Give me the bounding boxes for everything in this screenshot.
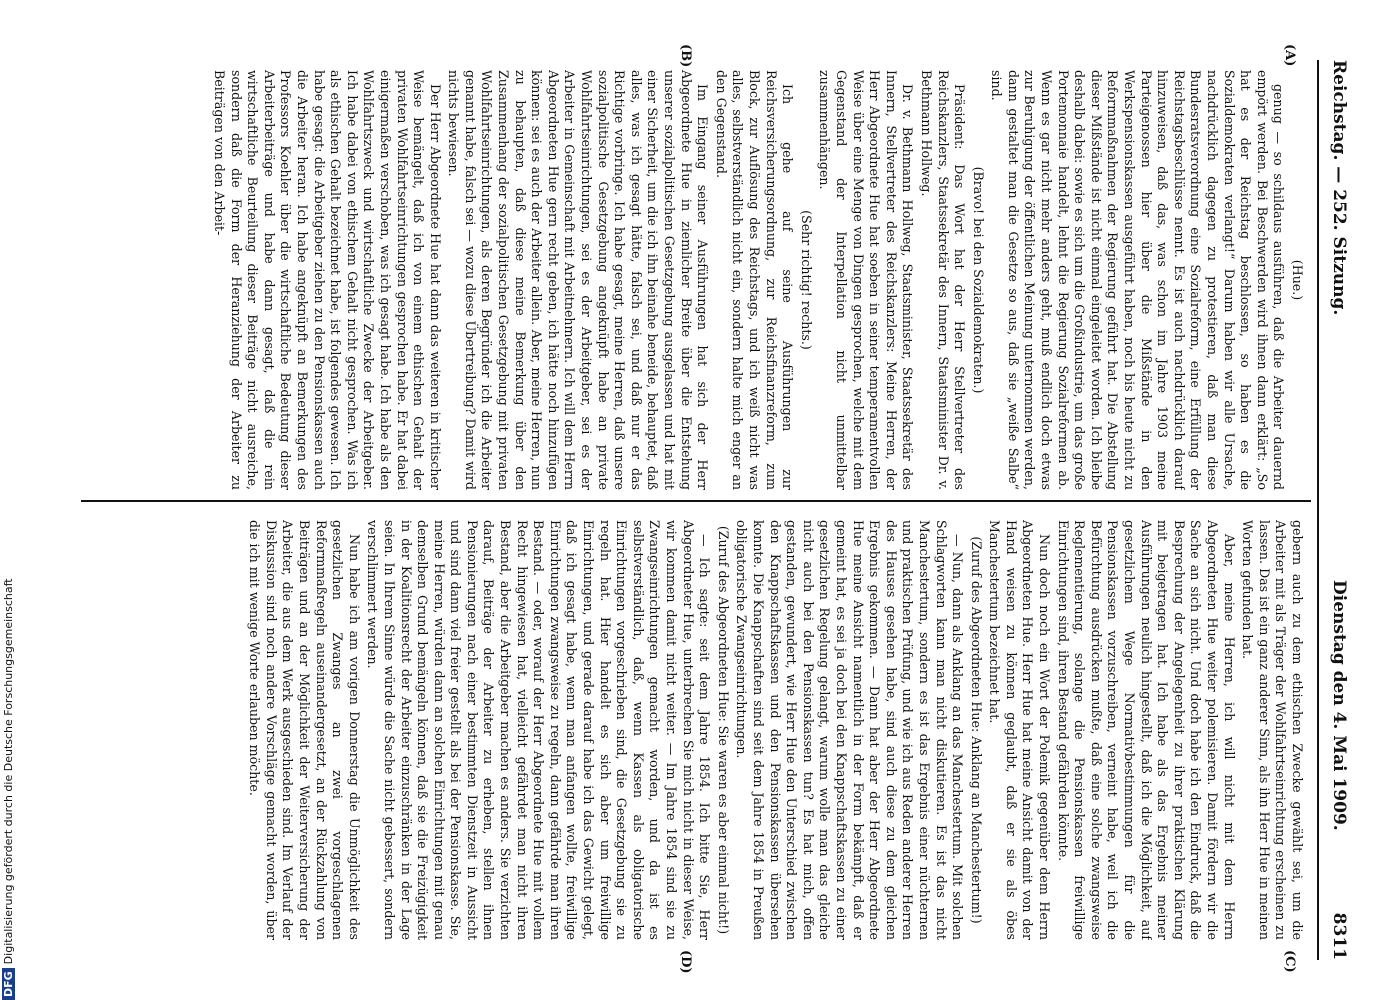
footer-text: Digitalisierung gefördert durch die Deutsche Forschungsgemeinschaft xyxy=(2,578,15,965)
paragraph: — Nun, dann als Anklang an das Manchestertum. Mit solchen Schlagworten kann man nicht diskutieren. Es ist das nicht Manchestertum, sondern es ist das Ergebnis einer nüchternen und praktischen Prüfung, und wie ich aus Reden anderer Herren des Hauses gesehen habe, sind auch diese zu dem gleichen Ergebnis gekommen. — Dann hat aber der Herr Abgeordnete Hue meine Ansicht namentlich in der Form bekämpft, daß er gemeint hat, es sei ja doch bei den Knappschaftskassen zu einer gesetzlichen Regelung gelangt, warum wolle man das gleiche nicht auch bei den Pensionskassen tun? Es hat mich, offen gestanden, gewundert, wie Herr Hue den Unterschied zwischen den Knappschaftskassen und den Pensionskassen übersehen konnte. Die Knappschaften sind seit dem Jahre 1854 in Preußen obligatorische Zwangseinrichtungen. xyxy=(734,520,966,940)
margin-mark-b: (B) xyxy=(678,44,693,68)
dfg-logo: DFG xyxy=(2,968,15,1000)
column-divider xyxy=(81,500,1311,502)
paragraph: Im Eingang seiner Ausführungen hat sich der Herr Abgeordnete Hue in ziemlicher Breite über die Entstehung unserer sozialpolitischen Gesetzgebung ausgelassen und hat mit einer Sicherheit, um die ich ihn beinahe beneide, behauptet, daß alles, was ich gesagt hätte, falsch sei, und daß nur er das Richtige vorbringe. Ich habe gesagt, meine Herren, daß unsere sozialpolitische Gesetzgebung angeknüpft habe an private Wohlfahrtseinrichtungen, sei es der Arbeitgeber, sei es der Arbeiter in Gemeinschaft mit Arbeitnehmern. Ich will dem Herrn Abgeordneten Hue gern recht geben, ich hätte noch hinzufügen können: sei es auch der Arbeiter allein. Aber, meine Herren, nun zu behaupten, daß diese meine Bemerkung über den Zusammenhang der sozialpolitischen Gesetzgebung mit privaten Wohlfahrtseinrichtungen, als deren Begründer ich die Arbeiter genannt habe, falsch sei — wozu diese Übertreibung? Damit wird nichts bewiesen. xyxy=(446,70,711,490)
speaker-tag: (Hue.) xyxy=(1290,259,1305,301)
paragraph: Dr. v. Bethmann Hollweg, Staatsminister, Staatssekretär des Innern, Stellvertreter des Reichskanzlers: Meine Herren, der Herr Abgeordnete Hue hat soeben in seiner temperamentvollen Weise über eine Menge von Dingen gesprochen, welche mit dem Gegenstand der Interpellation nicht unmittelbar zusammenhängen. xyxy=(817,70,916,490)
header-left: Reichstag. — 252. Sitzung. xyxy=(1329,60,1349,316)
margin-mark-a: (A) xyxy=(1282,44,1297,67)
paragraph: — Ich sagte: seit dem Jahre 1854. Ich bitte Sie, Herr Abgeordneter Hue, unterbrechen Sie mich nicht in dieser Weise, wir kommen damit nicht weiter. — Im Jahre 1854 sind sie zu Zwangseinrichtungen gemacht worden, und da ist es selbstverständlich, daß, wenn Kassen als obligatorische Einrichtungen vorgeschrieben sind, die Gesetzgebung sie zu regeln hat. Hier handelt es sich aber um freiwillige Einrichtungen, und gerade darauf habe ich das Gewicht gelegt, daß ich gesagt habe, wenn man anfangen wollte, freiwillige Einrichtungen zwangsweise zu regeln, dann gefährde man ihren Bestand. — oder, worauf der Herr Abgeordnete Hue mit vollem Recht hingewiesen hat, vielleicht gefährdet man nicht ihren Bestand, aber die Arbeitgeber machen es anders. Sie verzichten darauf, Beiträge der Arbeiter zu erheben, stellen ihnen Pensionierungen nach einer bestimmten Dienstzeit in Aussicht und sind dann viel freier gestellt als bei der Pensionskasse. Sie, meine Herren, würden dann an solchen Einrichtungen mit genau demselben Grund bemängeln können, daß sie die Freizügigkeit in der Koalitionsrecht der Arbeiter einzuschränken in der Lage seien. In Ihrem Sinne würde die Sache nicht gebessert, sondern verschlimmert werden. xyxy=(365,520,713,940)
margin-mark-c: (C) xyxy=(1282,950,1297,973)
paragraph: gebern auch zu dem ethischen Zwecke gewählt sei, um die Arbeiter mit als Träger der Wohlfahrtseinrichtung erscheinen zu lassen. Das ist ein ganz anderer Sinn, als ihn Herr Hue in meinen Worten gefunden hat. xyxy=(1240,520,1305,940)
paragraph: Präsident: Das Wort hat der Herr Stellvertreter des Reichskanzlers, Staatssekretär des Innern, Staatsminister Dr. v. Bethmann Hollweg. xyxy=(918,70,968,490)
column-right xyxy=(85,520,1305,940)
margin-mark-d: (D) xyxy=(678,950,693,974)
column-left xyxy=(85,70,1305,490)
interjection: (Bravo! bei den Sozialdemokraten.) xyxy=(970,166,986,394)
interjection: (Sehr richtig! rechts.) xyxy=(798,210,814,350)
interjection: (Zuruf des Abgeordneten Hue: Anklang an Manchestertum!) xyxy=(968,536,984,924)
page-number: 8311 xyxy=(1329,912,1349,960)
paragraph: Nun habe ich am vorigen Donnerstag die Unmöglichkeit des gesetzlichen Zwanges an zwei vorgeschlagenen Reformmaßregeln auseinandergesetzt, an der Rückzahlung von Beiträgen und an der Möglichkeit der Weiterversicherung der Arbeiter, die aus dem Werk ausgeschieden sind. Im Verlauf der Diskussion sind noch andere Vorschläge gemacht worden, über die ich mit wenige Worte erlauben möchte. xyxy=(247,520,362,940)
paragraph: Nun doch noch ein Wort der Polemik gegenüber dem Herrn Abgeordneten Hue. Herr Hue hat meine Ansicht damit von der Hand weisen zu können geglaubt, daß er sie als öbes Manchestertum bezeichnet hat. xyxy=(987,520,1053,940)
paragraph: genug — so schildaus ausführen, daß die Arbeiter dauernd empört werden. Bei Beschwerden wird ihnen dann erklärt: „So hat es der Reichstag beschlossen, so haben es die Sozialdemokraten verlangt!“ Darum haben wir alle Ursache, nachdrücklich dagegen zu protestieren, daß man diese Bundesratsverordnung eine Sozialreform, eine Erfüllung der Reichstagsbeschlüsse nennt. Es ist auch nachdrücklich darauf hinzuweisen, daß das, was schon im Jahre 1903 meine Parteigenossen hier über die Mißstände in den Werkspensionskassen ausgeführt haben, noch bis heute nicht zu Reformmaßnahmen der Regierung geführt hat. Die Abstellung dieser Mißstände ist nicht einmal eingeleitet worden. Ich bleibe deshalb dabei: sowie es sich um die Großindustrie, um das große Portemonnaie handelt, lehnt die Regierung Sozialreformen ab. Wenn es gar nicht mehr anders geht, muß endlich doch etwas zur Beruhigung der öffentlichen Meinung unternommen werden, dann gestaltet man die Gesetze so aus, daß sie „weiße Salbe“ sind. xyxy=(989,70,1287,490)
interjection: (Zuruf des Abgeordneten Hue: Sie waren es aber einmal nicht!) xyxy=(715,525,731,935)
paragraph: Ich gehe auf seine Ausführungen zur Reichsversicherungsordnung, zur Reichsfinanzreform, zum Block, zur Auflösung des Reichstags, und ich weiß nicht was alles, selbstverständlich nicht ein, sondern halte mich enger an den Gegenstand. xyxy=(713,70,796,490)
page-header xyxy=(1317,60,1353,960)
header-center: Dienstag den 4. Mai 1909. xyxy=(1329,580,1349,831)
paragraph: Aber, meine Herren, ich will nicht mit dem Herrn Abgeordneten Hue weiter polemisieren. Damit fördern wir die Sache an sich nicht. Und doch habe ich den Eindruck, daß die Besprechung der Angelegenheit zu ihrer praktischen Klärung mit beigetragen hat. Ich habe als das Ergebnis meiner Ausführungen neulich hingestellt, daß ich die Möglichkeit, auf gesetzlichem Wege Normativbestimmungen für die Pensionskassen vorzuschreiben, verneint habe, weil ich die Befürchtung ausdrücken mußte, daß eine solche zwangsweise Reglementierung, solange die Pensionskassen freiwillige Einrichtungen sind, ihren Bestand gefährden könnte. xyxy=(1055,520,1237,940)
paragraph: Der Herr Abgeordnete Hue hat dann das weiteren in kritischer Weise bemängelt, daß ich von einem ethischen Gehalt der privaten Wohlfahrtseinrichtungen gesprochen habe. Er hat dabei einigermaßen verschoben, was ich gesagt habe. Ich habe als den Wohlfahrtszweck und wirtschaftliche Zwecke der Arbeitgeber. Ich habe dabei von ethischem Gehalt nicht gesprochen. Was ich als ethischen Gehalt bezeichnet habe, ist folgendes gewesen. Ich habe gesagt: die Arbeitgeber ziehen zu den Pensionskassen auch die Arbeiter heran. Ich habe angeknüpft an Bemerkungen des Professors Koehler über die wirtschaftliche Bedeutung dieser Arbeiterbeiträge und habe dann gesagt, daß die rein wirtschaftliche Beurteilung dieser Beiträge nicht ausreiche, sondern daß die Form der Heranziehung der Arbeiter zu Beiträgen von den Arbeit- xyxy=(212,70,443,490)
footer-credit xyxy=(2,578,20,1000)
